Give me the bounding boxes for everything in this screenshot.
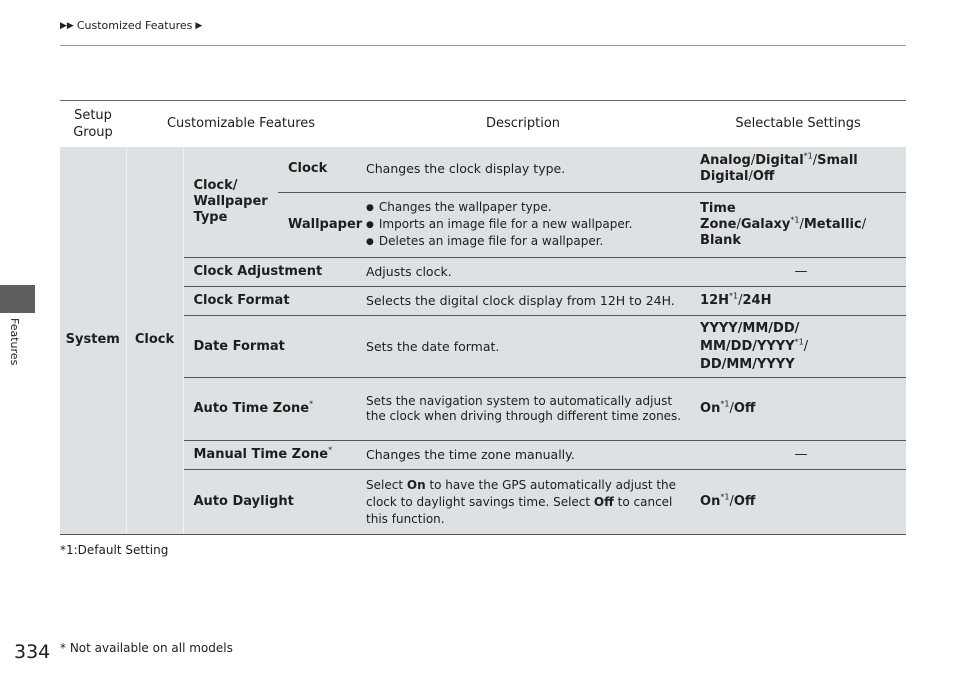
description-clock-format: Selects the digital clock display from 12H to 24H.	[356, 287, 690, 316]
chevron-right-icon: ▶	[195, 20, 203, 31]
page-number: 334	[14, 641, 51, 663]
description-manual-time-zone: Changes the time zone manually.	[356, 441, 690, 470]
section-tab-marker	[0, 285, 35, 313]
settings-wallpaper: Time Zone/Galaxy$^{*1}$/Metallic/ Blank	[690, 193, 906, 258]
header-divider	[60, 45, 906, 46]
section-label: Features	[8, 318, 21, 366]
feature-clock-format: Clock Format	[183, 287, 356, 316]
feature-date-format: Date Format	[183, 316, 356, 378]
settings-auto-daylight: On$^{*1}$/Off	[690, 470, 906, 535]
header-customizable-features: Customizable Features	[126, 101, 356, 147]
settings-date-format: YYYY/MM/DD/ MM/DD/YYYY$^{*1}$/ DD/MM/YYYY	[690, 316, 906, 378]
list-item: ● Changes the wallpaper type.	[366, 200, 686, 217]
customized-features-table	[60, 100, 906, 535]
header-selectable-settings: Selectable Settings	[690, 101, 906, 147]
feature-clock-adjustment: Clock Adjustment	[183, 258, 356, 287]
settings-clock-adjustment: —	[690, 258, 906, 287]
feature-manual-time-zone: Manual Time Zone*	[183, 441, 356, 470]
description-auto-daylight: Select On to have the GPS automatically adjust the clock to daylight savings time. Select Off to cancel this function.	[356, 470, 690, 535]
feature-clock: Clock	[278, 147, 356, 193]
availability-note: * Not available on all models	[60, 641, 233, 655]
header-setup-group: Setup Group	[60, 101, 126, 147]
settings-manual-time-zone: —	[690, 441, 906, 470]
feature-auto-daylight: Auto Daylight	[183, 470, 356, 535]
default-setting-footnote: *1:Default Setting	[60, 543, 169, 557]
header-description: Description	[356, 101, 690, 147]
settings-clock: Analog/Digital$^{*1}$/Small Digital/Off	[690, 147, 906, 193]
breadcrumb	[60, 19, 202, 32]
description-clock-adjustment: Adjusts clock.	[356, 258, 690, 287]
feature-wallpaper: Wallpaper	[278, 193, 356, 258]
description-auto-time-zone: Sets the navigation system to automatically adjust the clock when driving through different time zones.	[356, 378, 690, 441]
subgroup-clock: Clock	[126, 147, 183, 535]
group-system: System	[60, 147, 126, 535]
feature-clock-wallpaper-type: Clock/ Wallpaper Type	[183, 147, 278, 258]
settings-auto-time-zone: On$^{*1}$/Off	[690, 378, 906, 441]
list-item: ● Deletes an image file for a wallpaper.	[366, 234, 686, 251]
description-wallpaper	[356, 193, 690, 258]
description-date-format: Sets the date format.	[356, 316, 690, 378]
list-item: ● Imports an image file for a new wallpaper.	[366, 217, 686, 234]
settings-clock-format: $12H^{*1}/24H$	[690, 287, 906, 316]
breadcrumb-section[interactable]: Customized Features	[76, 19, 193, 32]
description-clock: Changes the clock display type.	[356, 147, 690, 193]
chevron-right-icon: ▶▶	[60, 20, 74, 31]
feature-auto-time-zone: Auto Time Zone*	[183, 378, 356, 441]
